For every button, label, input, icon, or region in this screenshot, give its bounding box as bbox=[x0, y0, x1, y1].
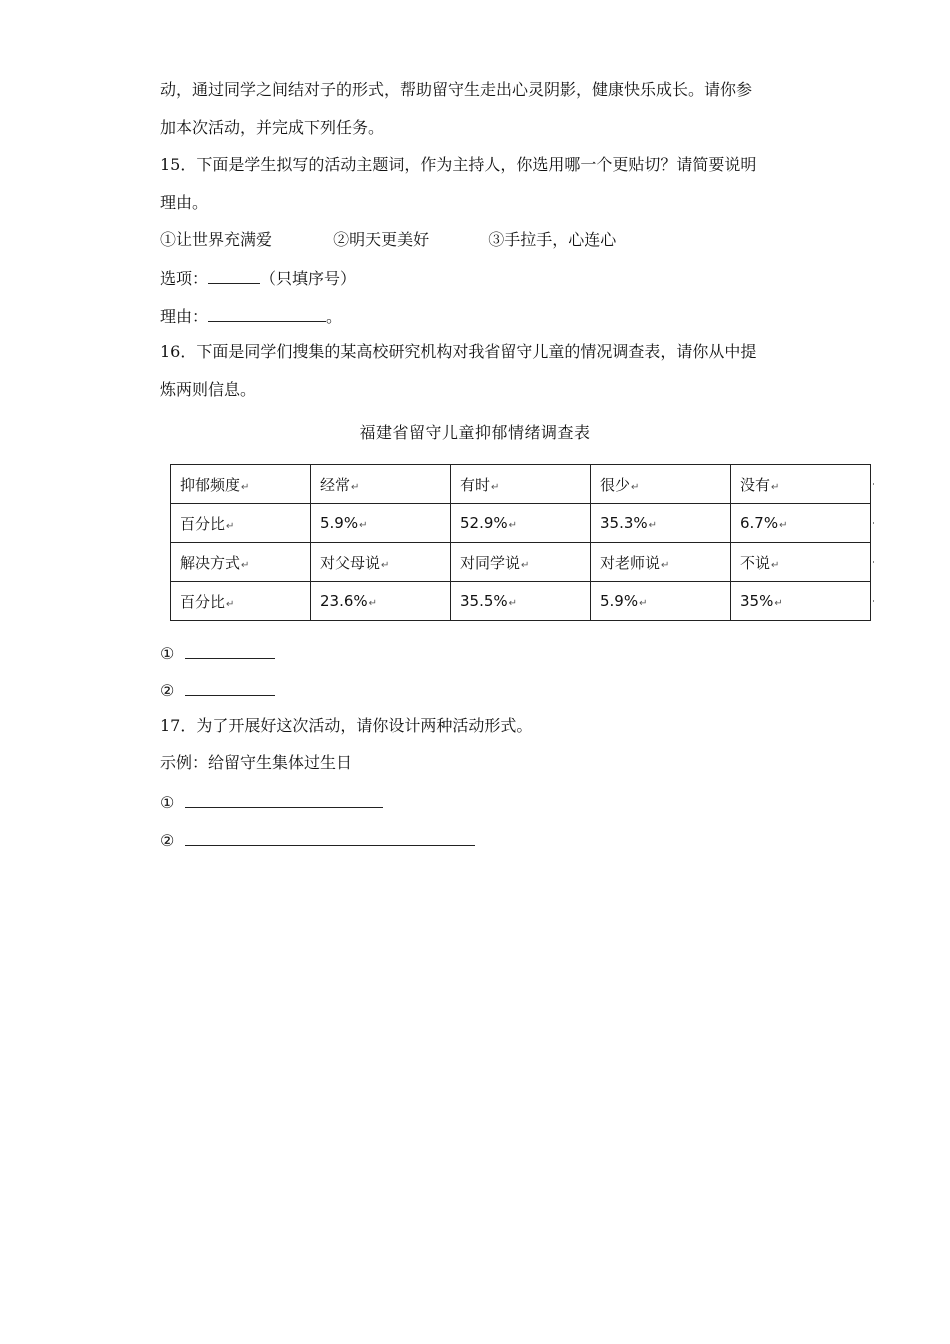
table-edge-mark bbox=[873, 483, 874, 485]
table-cell: 百分比↵ bbox=[171, 504, 311, 543]
table-cell: 5.9%↵ bbox=[591, 582, 731, 621]
q16-answer-1-blank[interactable] bbox=[185, 642, 275, 659]
q16-answer-1 bbox=[160, 642, 275, 664]
answer-marker: ② bbox=[160, 831, 175, 850]
q15-choice-blank[interactable] bbox=[208, 267, 260, 284]
q16-answer-2-blank[interactable] bbox=[185, 679, 275, 696]
table-cell: 百分比↵ bbox=[171, 582, 311, 621]
q16-line-2: 炼两则信息。 bbox=[160, 380, 257, 399]
table-cell: 对父母说↵ bbox=[311, 543, 451, 582]
q15-line-1: 15．下面是学生拟写的活动主题词，作为主持人，你选用哪一个更贴切？请简要说明 bbox=[160, 155, 757, 174]
table-edge-mark bbox=[873, 561, 874, 563]
table-cell: 6.7%↵ bbox=[731, 504, 871, 543]
table-cell: 对同学说↵ bbox=[451, 543, 591, 582]
table-cell: 经常↵ bbox=[311, 465, 451, 504]
answer-marker: ① bbox=[160, 793, 175, 812]
q15-choice-note: （只填序号） bbox=[260, 269, 357, 288]
table-cell: 很少↵ bbox=[591, 465, 731, 504]
q16-answer-2 bbox=[160, 679, 275, 701]
answer-marker: ② bbox=[160, 681, 175, 700]
table-row bbox=[171, 465, 871, 504]
q15-reason-end: 。 bbox=[326, 307, 343, 326]
table-row bbox=[171, 582, 871, 621]
table-cell: 解决方式↵ bbox=[171, 543, 311, 582]
q15-option-2: ②明天更美好 bbox=[333, 230, 430, 249]
q15-line-2: 理由。 bbox=[160, 193, 209, 212]
q15-reason-blank[interactable] bbox=[208, 305, 326, 322]
table-edge-mark bbox=[873, 522, 874, 524]
q15-choice-line bbox=[160, 267, 356, 289]
table-cell: 35.3%↵ bbox=[591, 504, 731, 543]
q17-answer-2 bbox=[160, 829, 475, 851]
q15-reason-line bbox=[160, 305, 342, 327]
intro-line-1: 动，通过同学之间结对子的形式，帮助留守生走出心灵阴影，健康快乐成长。请你参 bbox=[160, 80, 753, 99]
table-cell: 有时↵ bbox=[451, 465, 591, 504]
table-cell: 不说↵ bbox=[731, 543, 871, 582]
table-row bbox=[171, 543, 871, 582]
table-cell: 52.9%↵ bbox=[451, 504, 591, 543]
table-cell: 5.9%↵ bbox=[311, 504, 451, 543]
q17-answer-2-blank[interactable] bbox=[185, 829, 475, 846]
table-cell: 35.5%↵ bbox=[451, 582, 591, 621]
q15-option-1: ①让世界充满爱 bbox=[160, 230, 273, 249]
q15-choice-label: 选项： bbox=[160, 269, 209, 288]
answer-marker: ① bbox=[160, 644, 175, 663]
table-cell: 抑郁频度↵ bbox=[171, 465, 311, 504]
q17-example: 示例：给留守生集体过生日 bbox=[160, 753, 353, 772]
survey-table bbox=[170, 464, 871, 621]
table-cell: 对老师说↵ bbox=[591, 543, 731, 582]
table-cell: 35%↵ bbox=[731, 582, 871, 621]
table-title: 福建省留守儿童抑郁情绪调查表 bbox=[359, 423, 591, 442]
q17-answer-1 bbox=[160, 791, 383, 813]
intro-line-2: 加本次活动，并完成下列任务。 bbox=[160, 118, 385, 137]
q15-option-3: ③手拉手，心连心 bbox=[488, 230, 617, 249]
table-cell: 没有↵ bbox=[731, 465, 871, 504]
q16-line-1: 16．下面是同学们搜集的某高校研究机构对我省留守儿童的情况调查表，请你从中提 bbox=[160, 342, 757, 361]
q17-answer-1-blank[interactable] bbox=[185, 791, 383, 808]
q17-line-1: 17．为了开展好这次活动，请你设计两种活动形式。 bbox=[160, 716, 533, 735]
q15-options bbox=[160, 230, 616, 250]
table-cell: 23.6%↵ bbox=[311, 582, 451, 621]
q15-reason-label: 理由： bbox=[160, 307, 209, 326]
table-edge-mark bbox=[873, 600, 874, 602]
table-row bbox=[171, 504, 871, 543]
